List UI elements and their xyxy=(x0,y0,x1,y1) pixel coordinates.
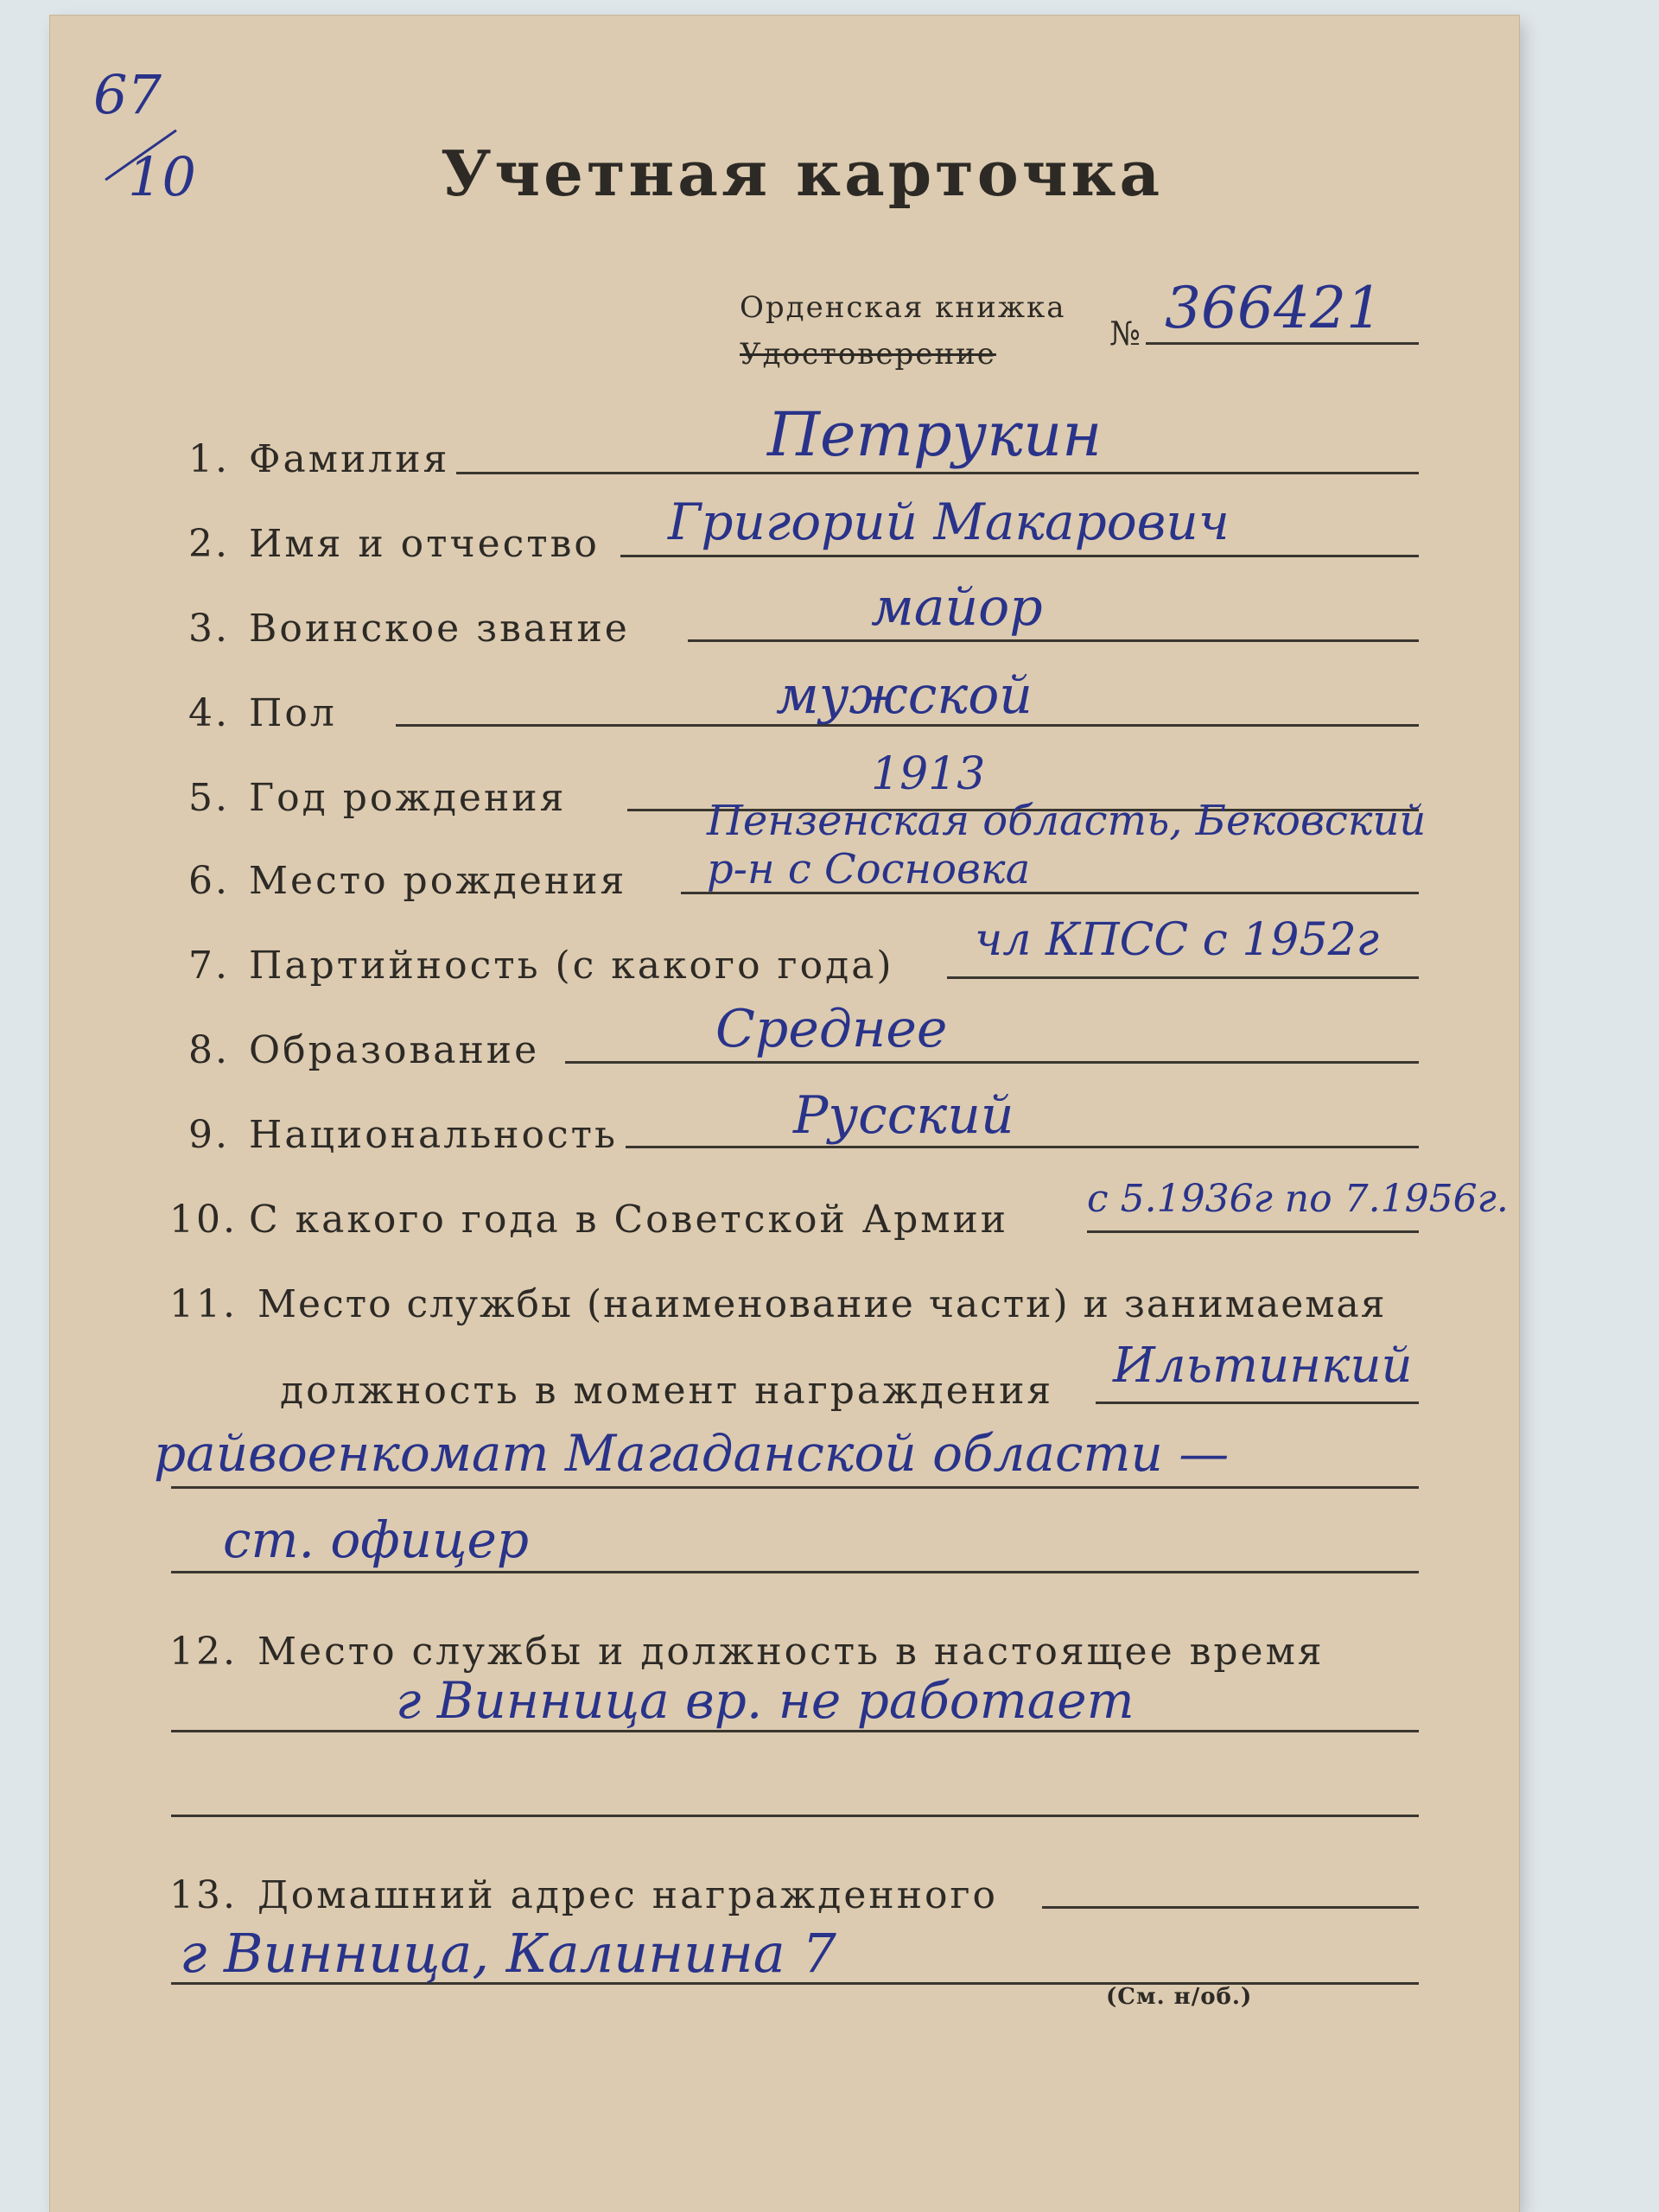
name-patronymic-label: Имя и отчество xyxy=(249,522,600,566)
field-12-number: 12. xyxy=(169,1630,238,1674)
field-9-number: 9. xyxy=(188,1113,230,1157)
certificate-label: Удостоверение xyxy=(740,337,996,372)
field-10-number: 10. xyxy=(169,1198,238,1242)
service-at-award-label-line1: Место службы (наименование части) и занимаемая xyxy=(257,1282,1387,1326)
rank-label: Воинское звание xyxy=(249,607,630,651)
home-address-value: г Винница, Калинина 7 xyxy=(180,1922,836,1985)
army-since-value: с 5.1936г по 7.1956г. xyxy=(1087,1177,1509,1221)
page-title: Учетная карточка xyxy=(441,137,1164,210)
number-sign: № xyxy=(1109,315,1143,353)
birthplace-value-line2: р-н с Сосновка xyxy=(707,845,1031,893)
field-7-number: 7. xyxy=(188,944,230,988)
service-at-award-value-line1: Ильтинкий xyxy=(1113,1338,1413,1394)
service-at-award-line-a xyxy=(1096,1402,1419,1404)
card-number-value: 366421 xyxy=(1165,275,1382,341)
nationality-label: Национальность xyxy=(249,1113,618,1157)
current-service-value: г Винница вр. не работает xyxy=(396,1671,1135,1730)
field-11-number: 11. xyxy=(169,1282,238,1326)
see-reverse-note: (См. н/об.) xyxy=(1106,1984,1253,2010)
home-address-label: Домашний адрес награжденного xyxy=(257,1873,999,1917)
field-3-number: 3. xyxy=(188,607,230,651)
birthplace-value: Пензенская область, Бековский xyxy=(707,797,1427,845)
surname-line xyxy=(456,472,1419,474)
name-patronymic-line xyxy=(620,555,1419,557)
birth-year-label: Год рождения xyxy=(249,776,567,820)
current-service-line-b xyxy=(171,1815,1419,1817)
army-since-line xyxy=(1087,1230,1419,1233)
party-value: чл КПСС с 1952г xyxy=(975,914,1379,966)
field-4-number: 4. xyxy=(188,691,230,735)
corner-mark-bottom: 10 xyxy=(128,145,196,208)
education-label: Образование xyxy=(249,1028,540,1072)
field-13-number: 13. xyxy=(169,1873,238,1917)
service-at-award-line-b xyxy=(171,1486,1419,1489)
field-1-number: 1. xyxy=(188,437,230,481)
surname-label: Фамилия xyxy=(249,437,450,481)
service-at-award-value-line3: ст. офицер xyxy=(223,1510,529,1569)
service-at-award-label-line2: должность в момент награждения xyxy=(280,1369,1054,1413)
education-value: Среднее xyxy=(715,999,948,1059)
field-8-number: 8. xyxy=(188,1028,230,1072)
field-6-number: 6. xyxy=(188,859,230,903)
rank-value: майор xyxy=(871,577,1043,638)
rank-line xyxy=(688,639,1419,642)
army-since-label: С какого года в Советской Армии xyxy=(249,1198,1009,1242)
service-at-award-value-line2: райвоенкомат Магаданской области — xyxy=(154,1424,1230,1483)
surname-value: Петрукин xyxy=(767,399,1103,470)
number-underline xyxy=(1146,342,1419,345)
party-label: Партийность (с какого года) xyxy=(249,944,894,988)
field-2-number: 2. xyxy=(188,522,230,566)
party-line xyxy=(947,976,1419,979)
corner-mark-top: 67 xyxy=(93,63,162,126)
nationality-line xyxy=(626,1146,1419,1148)
birth-year-value: 1913 xyxy=(871,748,986,800)
name-patronymic-value: Григорий Макарович xyxy=(668,493,1230,551)
registration-card xyxy=(50,16,1519,2212)
sex-label: Пол xyxy=(249,691,337,735)
service-at-award-line-c xyxy=(171,1571,1419,1573)
field-5-number: 5. xyxy=(188,776,230,820)
education-line xyxy=(565,1061,1419,1064)
order-book-label: Орденская книжка xyxy=(740,290,1066,325)
birthplace-label: Место рождения xyxy=(249,859,627,903)
current-service-label: Место службы и должность в настоящее время xyxy=(257,1630,1325,1674)
home-address-line-a xyxy=(1042,1906,1419,1909)
nationality-value: Русский xyxy=(793,1085,1014,1146)
sex-value: мужской xyxy=(776,665,1033,726)
current-service-line-a xyxy=(171,1730,1419,1732)
